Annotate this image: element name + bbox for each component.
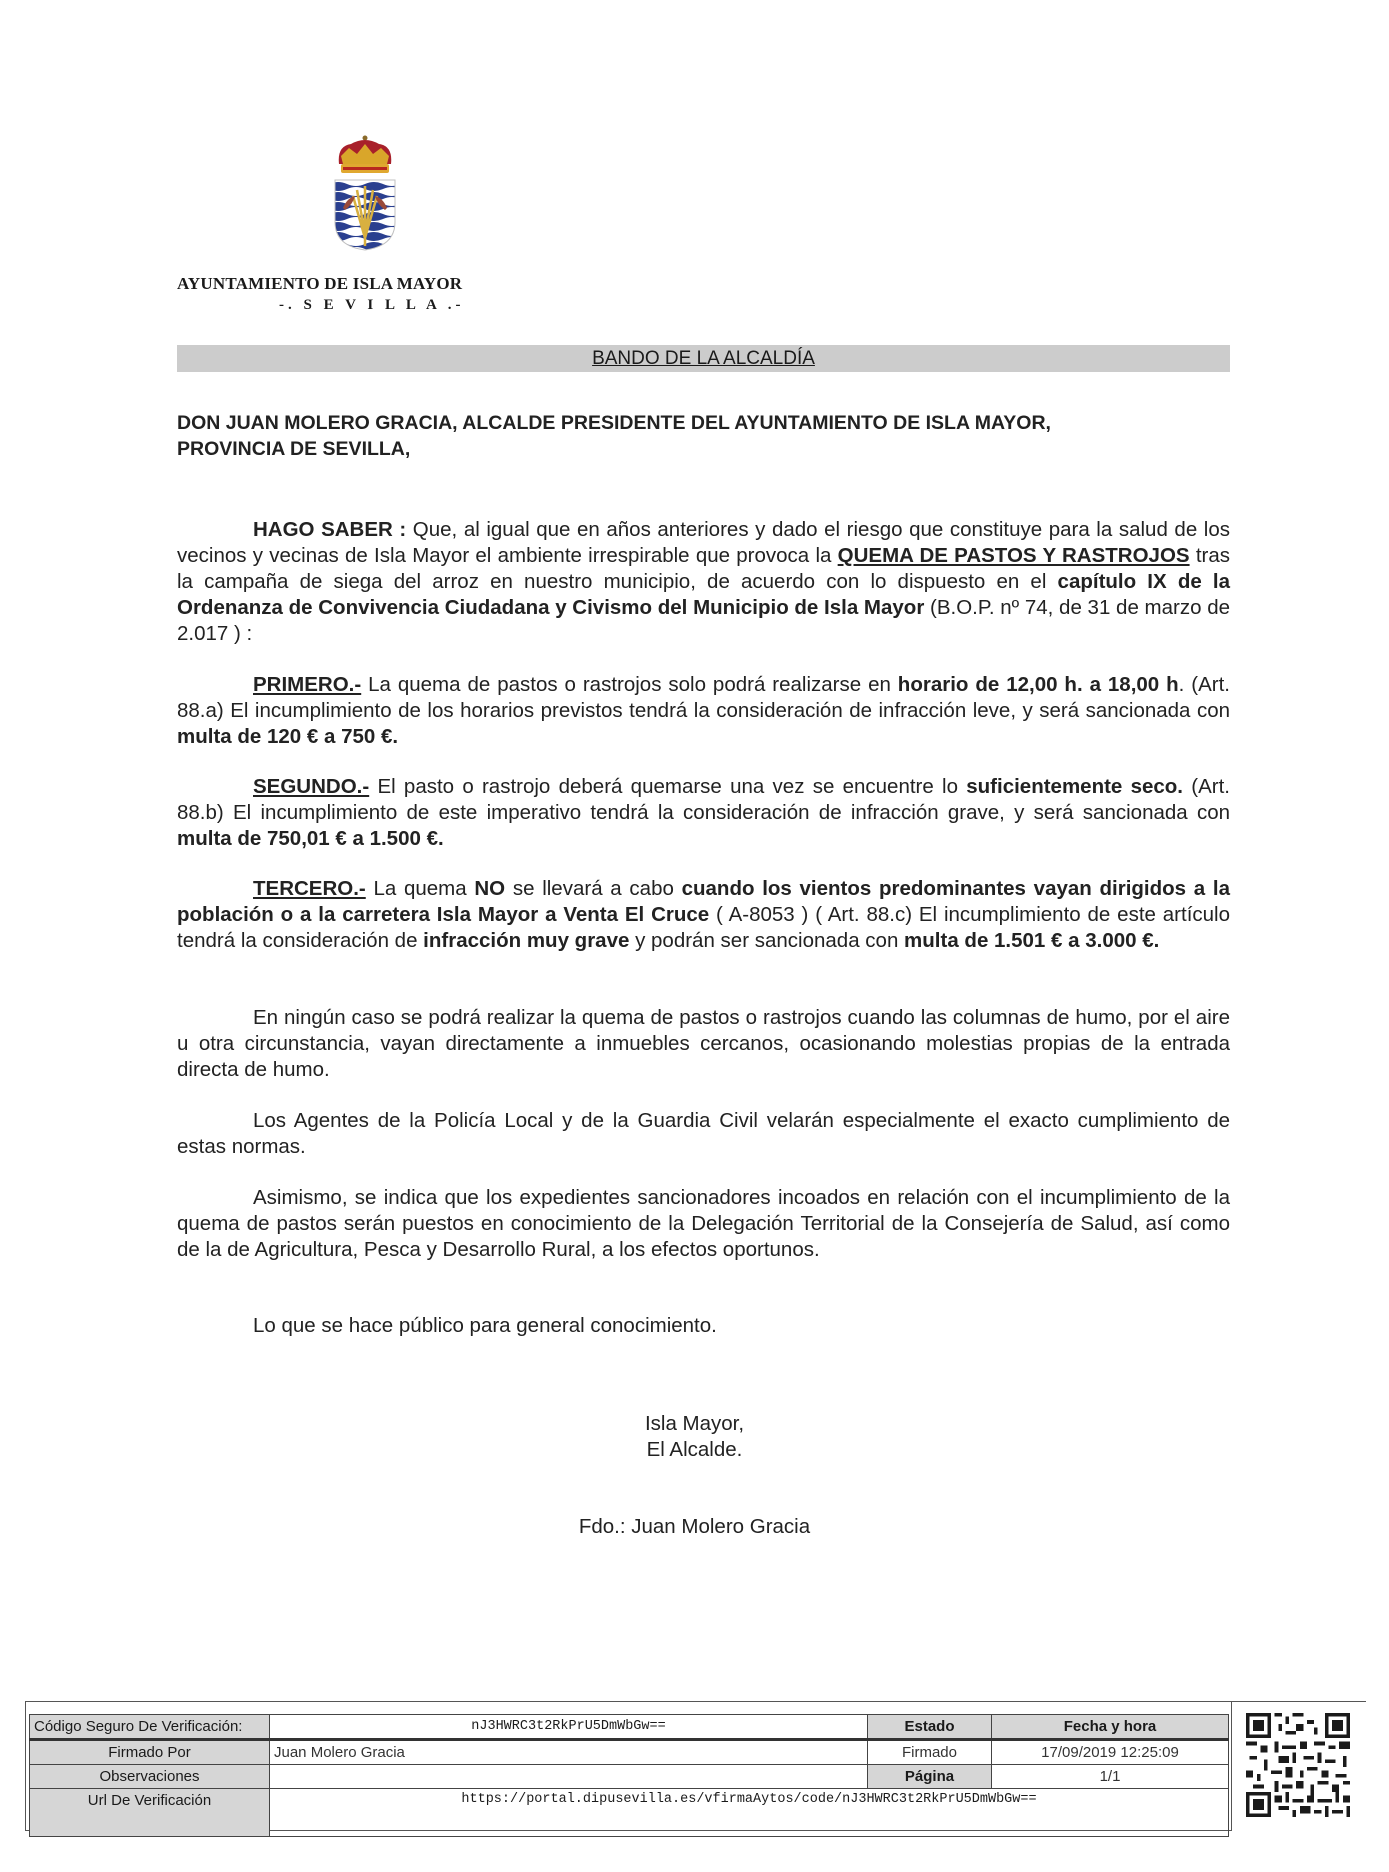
value-datetime: 17/09/2019 12:25:09 <box>992 1740 1229 1765</box>
label-status: Estado <box>868 1715 992 1740</box>
paragraph-text: Asimismo, se indica que los expedientes sancionadores incoados en relación con el incumplimiento de la quema de pastos serán puestos en conocimiento de la Delegación Territorial de la Consejería de Salud, así como de la de Agricultura, Pesca y Desarrollo Rural, a los efectos oportunos. <box>177 1186 1230 1261</box>
paragraph-segundo <box>177 774 1230 852</box>
verification-url-link[interactable]: https://portal.dipusevilla.es/vfirmaAytos/code/nJ3HWRC3t2RkPrU5DmWbGw== <box>270 1789 1229 1837</box>
emphasis-vientos: cuando los vientos predominantes vayan dirigidos a la población o a la carretera Isla Mayor a Venta El Cruce <box>177 877 1230 926</box>
document-title-bar <box>177 345 1230 372</box>
organization-header <box>177 274 537 314</box>
emphasis-muy-grave: infracción muy grave <box>423 929 630 952</box>
signature-name: Fdo.: Juan Molero Gracia <box>578 1515 811 1538</box>
paragraph-text: Lo que se hace público para general conocimiento. <box>253 1314 717 1337</box>
emphasis-multa-muy-grave: multa de 1.501 € a 3.000 €. <box>904 929 1160 952</box>
qr-code-icon[interactable] <box>1246 1713 1350 1817</box>
signature-place: Isla Mayor, <box>644 1412 745 1435</box>
paragraph-text: La quema <box>365 877 475 900</box>
paragraph-ningun-caso <box>177 1005 1230 1083</box>
organization-city: -. S E V I L L A .- <box>279 297 465 313</box>
verification-table <box>29 1714 1229 1837</box>
value-csv: nJ3HWRC3t2RkPrU5DmWbGw== <box>270 1715 868 1740</box>
paragraph-text: se llevará a cabo <box>505 877 682 900</box>
addressee <box>177 410 1230 462</box>
table-row <box>30 1715 1229 1740</box>
paragraph-asimismo <box>177 1185 1230 1263</box>
table-row <box>30 1740 1229 1765</box>
addressee-line-2: PROVINCIA DE SEVILLA, <box>177 438 411 460</box>
emphasis-ordenanza: capítulo IX de la Ordenanza de Convivencia Ciudadana y Civismo del Municipio de Isla Mayor <box>177 570 1230 619</box>
tercero-lead: TERCERO.- <box>253 877 366 900</box>
emphasis-multa-grave: multa de 750,01 € a 1.500 €. <box>177 827 444 850</box>
emphasis-horario: horario de 12,00 h. a 18,00 h <box>897 673 1179 696</box>
paragraph-hago-saber <box>177 517 1230 647</box>
emphasis-no: NO <box>474 877 506 900</box>
value-page: 1/1 <box>992 1765 1229 1789</box>
organization-name: AYUNTAMIENTO DE ISLA MAYOR <box>177 274 463 293</box>
table-row <box>30 1765 1229 1789</box>
emphasis-multa-leve: multa de 120 € a 750 €. <box>177 725 399 748</box>
value-signed-by: Juan Molero Gracia <box>270 1740 868 1765</box>
paragraph-text: Los Agentes de la Policía Local y de la Guardia Civil velarán especialmente el exacto cumplimiento de estas normas. <box>177 1109 1230 1158</box>
paragraph-agentes <box>177 1108 1230 1160</box>
paragraph-text: y podrán ser sancionada con <box>629 929 905 952</box>
paragraph-tercero <box>177 876 1230 954</box>
label-csv: Código Seguro De Verificación: <box>30 1715 270 1740</box>
paragraph-primero <box>177 672 1230 750</box>
paragraph-publico <box>177 1313 1230 1339</box>
paragraph-text: El pasto o rastrojo deberá quemarse una vez se encuentre lo <box>369 775 967 798</box>
table-row <box>30 1789 1229 1837</box>
paragraph-text: La quema de pastos o rastrojos solo podrá realizarse en <box>361 673 898 696</box>
addressee-line-1: DON JUAN MOLERO GRACIA, ALCALDE PRESIDENTE DEL AYUNTAMIENTO DE ISLA MAYOR, <box>177 412 1051 434</box>
label-url: Url De Verificación <box>30 1789 270 1837</box>
label-datetime: Fecha y hora <box>992 1715 1229 1740</box>
hago-saber-lead: HAGO SABER : <box>253 518 407 541</box>
paragraph-text: . (Art. 88.a) El incumplimiento de los horarios previstos tendrá la consideración de infracción leve, y será sancionada con <box>177 673 1230 722</box>
paragraph-text: Que, al igual que en años anteriores y dado el riesgo que constituye para la salud de los vecinos y vecinas de Isla Mayor el ambiente irrespirable que provoca la <box>177 518 1230 567</box>
primero-lead: PRIMERO.- <box>253 673 362 696</box>
paragraph-text: (Art. 88.b) El incumplimiento de este imperativo tendrá la consideración de infracción grave, y será sancionada con <box>177 775 1230 824</box>
segundo-lead: SEGUNDO.- <box>253 775 370 798</box>
document-title: BANDO DE LA ALCALDÍA <box>592 348 815 369</box>
emphasis-seco: suficientemente seco. <box>966 775 1183 798</box>
label-observations: Observaciones <box>30 1765 270 1789</box>
coat-of-arms-icon <box>329 134 401 252</box>
label-signed-by: Firmado Por <box>30 1740 270 1765</box>
paragraph-text: En ningún caso se podrá realizar la quema de pastos o rastrojos cuando las columnas de humo, por el aire u otra circunstancia, vayan directamente a inmuebles cercanos, ocasionando molestias propias de la entrada directa de humo. <box>177 1006 1230 1081</box>
verification-divider <box>1232 1701 1366 1702</box>
paragraph-text: ( A-8053 ) ( Art. 88.c) El incumplimiento de este artículo tendrá la consideración de <box>177 903 1230 952</box>
emphasis-quema: QUEMA DE PASTOS Y RASTROJOS <box>837 544 1190 567</box>
value-status: Firmado <box>868 1740 992 1765</box>
value-observations <box>270 1765 868 1789</box>
label-page: Página <box>868 1765 992 1789</box>
paragraph-text: (B.O.P. nº 74, de 31 de marzo de 2.017 ) : <box>177 596 1230 645</box>
paragraph-text: tras la campaña de siega del arroz en nuestro municipio, de acuerdo con lo dispuesto en el <box>177 544 1230 593</box>
signature-role: El Alcalde. <box>646 1438 743 1461</box>
